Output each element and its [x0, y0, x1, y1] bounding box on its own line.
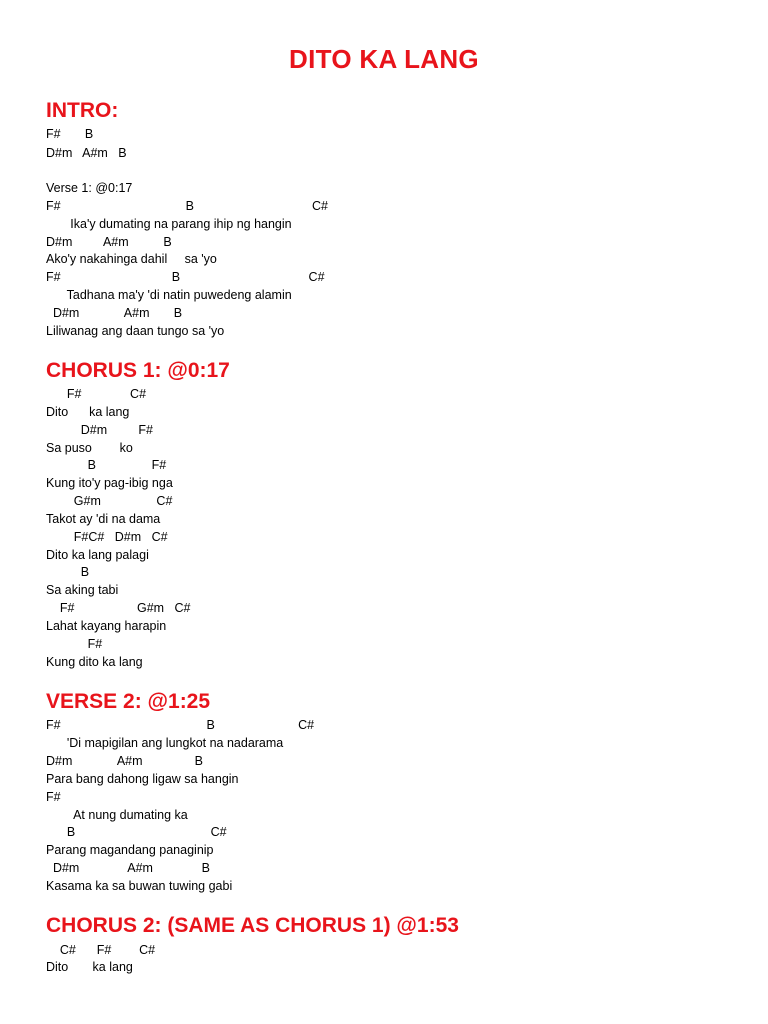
chorus1-chord-line: B — [46, 565, 90, 579]
chorus1-lyric-line: Dito ka lang — [46, 405, 130, 419]
chorus1-lyric-line: Kung ito'y pag-ibig nga — [46, 476, 173, 490]
chorus1-lyric-line: Sa aking tabi — [46, 583, 119, 597]
chorus1-chord-line: F#C# D#m C# — [46, 530, 168, 544]
chorus1-chord-line: F# — [46, 637, 103, 651]
verse2-lyric-line: 'Di mapigilan ang lungkot na nadarama — [46, 736, 284, 750]
chorus1-chord-line: G#m C# — [46, 494, 173, 508]
verse1-lyric-line: Ako'y nakahinga dahil sa 'yo — [46, 252, 217, 266]
chorus2-chord-line: C# F# C# — [46, 943, 156, 957]
chorus2-lyric-line: Dito ka lang — [46, 960, 133, 974]
intro-chord-line: D#m A#m B — [46, 146, 127, 160]
verse2-heading: VERSE 2: @1:25 — [46, 690, 211, 713]
chorus1-chord-line: F# G#m C# — [46, 601, 191, 615]
chorus1-lyric-line: Lahat kayang harapin — [46, 619, 167, 633]
verse2-lyric-line: Kasama ka sa buwan tuwing gabi — [46, 879, 233, 893]
intro-chord-line: F# B — [46, 127, 94, 141]
verse2-chord-line: F# B C# — [46, 718, 315, 732]
verse1-chord-line: F# B C# — [46, 270, 325, 284]
chorus1-lyric-line: Kung dito ka lang — [46, 655, 143, 669]
verse2-chord-line: D#m A#m B — [46, 754, 203, 768]
verse2-lyric-line: Para bang dahong ligaw sa hangin — [46, 772, 239, 786]
chorus1-lyric-line: Sa puso ko — [46, 441, 133, 455]
verse2-chord-line: D#m A#m B — [46, 861, 210, 875]
verse2-lyric-line: Parang magandang panaginip — [46, 843, 214, 857]
verse1-chord-line: F# B C# — [46, 199, 329, 213]
song-title: DITO KA LANG — [289, 44, 479, 74]
chorus1-chord-line: D#m F# — [46, 423, 153, 437]
verse2-chord-line: B C# — [46, 825, 227, 839]
verse1-lyric-line: Liliwanag ang daan tungo sa 'yo — [46, 324, 225, 338]
chorus1-heading: CHORUS 1: @0:17 — [46, 359, 230, 382]
verse2-lyric-line: At nung dumating ka — [46, 808, 188, 822]
chorus2-heading: CHORUS 2: (SAME AS CHORUS 1) @1:53 — [46, 914, 459, 937]
verse1-lyric-line: Tadhana ma'y 'di natin puwedeng alamin — [46, 288, 292, 302]
chorus1-lyric-line: Takot ay 'di na dama — [46, 512, 161, 526]
verse1-label: Verse 1: @0:17 — [46, 181, 133, 195]
verse1-lyric-line: Ika'y dumating na parang ihip ng hangin — [46, 217, 292, 231]
intro-heading: INTRO: — [46, 99, 119, 122]
chorus1-chord-line: F# C# — [46, 387, 147, 401]
verse2-chord-line: F# — [46, 790, 61, 804]
verse1-chord-line: D#m A#m B — [46, 235, 172, 249]
verse1-chord-line: D#m A#m B — [46, 306, 183, 320]
chorus1-chord-line: B F# — [46, 458, 167, 472]
chorus1-lyric-line: Dito ka lang palagi — [46, 548, 149, 562]
